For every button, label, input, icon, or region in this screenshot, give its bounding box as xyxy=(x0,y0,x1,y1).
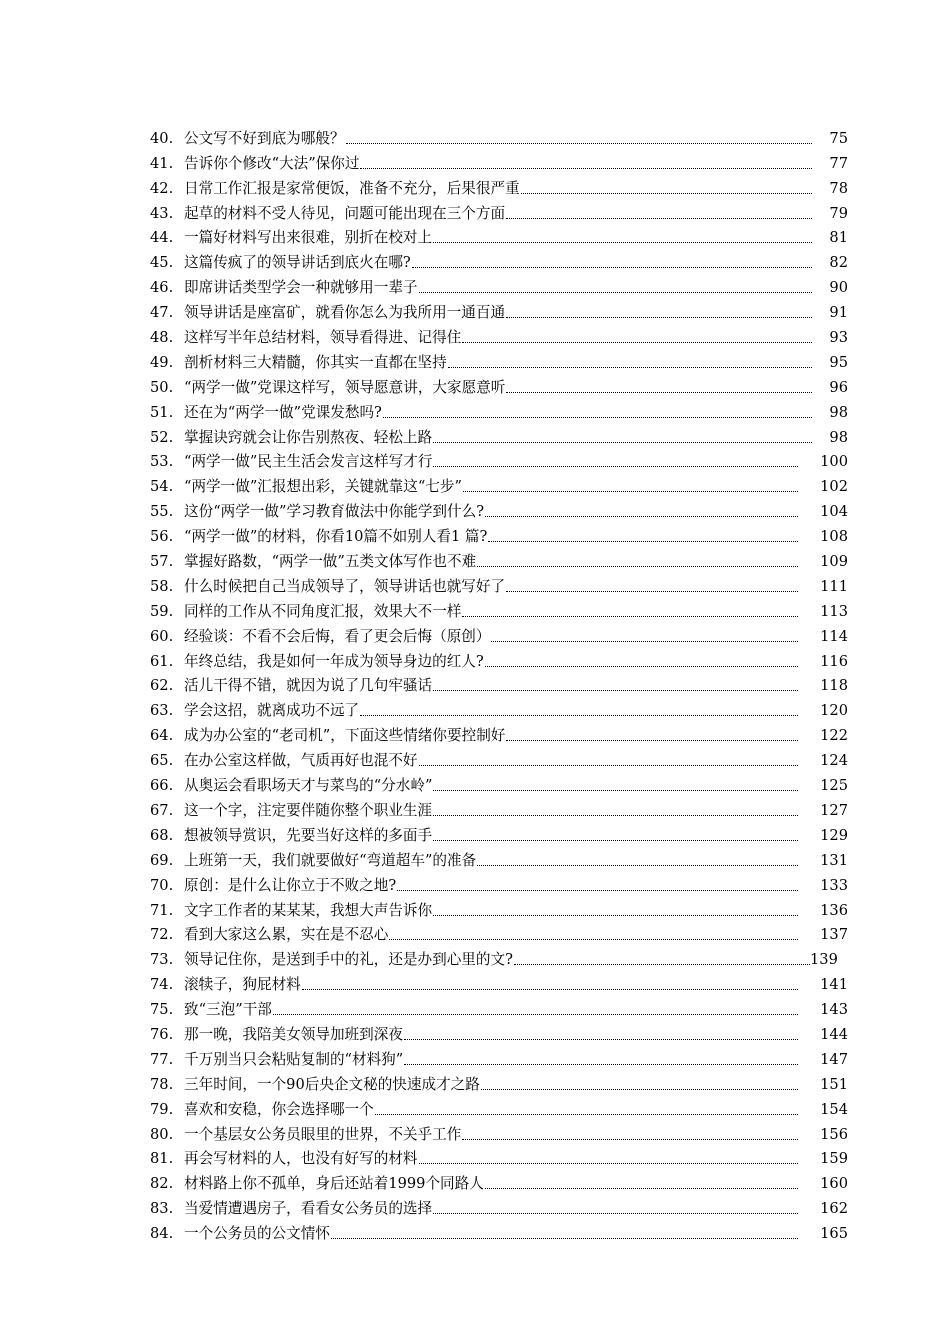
toc-entry-number: 49. xyxy=(150,353,174,371)
toc-entry-title: 成为办公室的“老司机”，下面这些情绪你要控制好 xyxy=(184,727,506,745)
toc-entry-page: 91 xyxy=(829,304,848,322)
toc-dot-leader xyxy=(506,740,798,741)
toc-entry-title: 一个公务员的公文情怀 xyxy=(184,1225,330,1243)
toc-entry-page: 81 xyxy=(829,229,848,247)
toc-entry[interactable] xyxy=(150,447,856,472)
toc-entry-number: 62. xyxy=(150,677,174,695)
toc-entry[interactable] xyxy=(150,123,856,148)
toc-entry-page: 154 xyxy=(820,1100,848,1118)
toc-entry-title: 一个基层女公务员眼里的世界，不关乎工作 xyxy=(184,1125,462,1143)
toc-entry[interactable] xyxy=(150,870,856,895)
toc-entry-title: 告诉你个修改“大法”保你过 xyxy=(184,154,360,172)
toc-entry-page: 141 xyxy=(820,976,848,994)
toc-entry-page: 156 xyxy=(820,1125,848,1143)
toc-dot-leader xyxy=(433,466,798,467)
toc-entry[interactable] xyxy=(150,521,856,546)
toc-entry-number: 51. xyxy=(150,403,174,421)
toc-dot-leader xyxy=(404,1064,798,1065)
toc-entry-number: 70. xyxy=(150,876,174,894)
toc-entry-number: 43. xyxy=(150,204,174,222)
toc-entry[interactable] xyxy=(150,1119,856,1144)
toc-entry[interactable] xyxy=(150,1044,856,1069)
toc-entry-number: 42. xyxy=(150,179,174,197)
toc-dot-leader xyxy=(433,815,798,816)
toc-entry-page: 82 xyxy=(829,254,848,272)
toc-dot-leader xyxy=(419,292,812,293)
toc-entry-page: 116 xyxy=(820,652,848,670)
toc-entry-title: 掌握好路数，“两学一做”五类文体写作也不难 xyxy=(184,553,477,571)
toc-entry-title: 一篇好材料写出来很难，别折在校对上 xyxy=(184,229,433,247)
toc-entry-page: 143 xyxy=(820,1001,848,1019)
toc-entry-page: 162 xyxy=(820,1200,848,1218)
toc-entry-title: 原创：是什么让你立于不败之地? xyxy=(184,876,397,894)
toc-entry-page: 102 xyxy=(820,478,848,496)
toc-entry-title: 材料路上你不孤单，身后还站着1999个同路人 xyxy=(184,1175,484,1193)
toc-entry-title: 文字工作者的某某某，我想大声告诉你 xyxy=(184,901,433,919)
toc-entry-page: 124 xyxy=(820,752,848,770)
toc-dot-leader xyxy=(485,1188,798,1189)
toc-entry-page: 159 xyxy=(820,1150,848,1168)
toc-entry-page: 78 xyxy=(829,179,848,197)
toc-entry-page: 100 xyxy=(820,453,848,471)
toc-dot-leader xyxy=(360,168,812,169)
toc-entry[interactable] xyxy=(150,223,856,248)
toc-entry-title: 致“三泡”干部 xyxy=(184,1001,272,1019)
toc-dot-leader xyxy=(433,442,812,443)
toc-dot-leader xyxy=(433,840,798,841)
toc-dot-leader xyxy=(412,267,812,268)
toc-entry-number: 68. xyxy=(150,826,174,844)
toc-entry[interactable] xyxy=(150,471,856,496)
toc-dot-leader xyxy=(389,939,798,940)
toc-entry[interactable] xyxy=(150,496,856,521)
toc-dot-leader xyxy=(360,715,798,716)
toc-dot-leader xyxy=(506,218,812,219)
toc-entry-page: 133 xyxy=(820,876,848,894)
toc-entry-title: 这份“两学一做”学习教育做法中你能学到什么? xyxy=(184,503,485,521)
toc-entry-page: 95 xyxy=(829,353,848,371)
toc-dot-leader xyxy=(463,491,798,492)
toc-entry-number: 54. xyxy=(150,478,174,496)
toc-entry[interactable] xyxy=(150,247,856,272)
toc-entry-page: 104 xyxy=(820,503,848,521)
toc-entry-number: 61. xyxy=(150,652,174,670)
toc-dot-leader xyxy=(477,865,798,866)
toc-entry[interactable] xyxy=(150,820,856,845)
toc-dot-leader xyxy=(433,242,812,243)
toc-dot-leader xyxy=(331,1238,798,1239)
toc-entry-page: 98 xyxy=(829,403,848,421)
toc-entry-number: 60. xyxy=(150,627,174,645)
toc-entry-title: 那一晚，我陪美女领导加班到深夜 xyxy=(184,1025,403,1043)
toc-dot-leader xyxy=(419,1163,798,1164)
toc-entry[interactable] xyxy=(150,297,856,322)
toc-entry[interactable] xyxy=(150,745,856,770)
toc-entry-title: 上班第一天，我们就要做好“弯道超车”的准备 xyxy=(184,851,477,869)
toc-entry[interactable] xyxy=(150,895,856,920)
toc-entry[interactable] xyxy=(150,671,856,696)
toc-entry-number: 44. xyxy=(150,229,174,247)
toc-entry-title: 学会这招，就离成功不远了 xyxy=(184,702,360,720)
toc-entry-title: 活儿干得不错，就因为说了几句牢骚话 xyxy=(184,677,433,695)
toc-entry-number: 79. xyxy=(150,1100,174,1118)
toc-entry-number: 83. xyxy=(150,1200,174,1218)
toc-entry[interactable] xyxy=(150,546,856,571)
toc-entry-title: “两学一做”民主生活会发言这样写才行 xyxy=(184,453,433,471)
toc-entry-number: 72. xyxy=(150,926,174,944)
toc-dot-leader xyxy=(462,616,798,617)
toc-entry[interactable] xyxy=(150,720,856,745)
toc-entry-title: 当爱情遭遇房子，看看女公务员的选择 xyxy=(184,1200,433,1218)
toc-entry[interactable] xyxy=(150,571,856,596)
toc-entry-number: 67. xyxy=(150,801,174,819)
toc-entry-title: 还在为“两学一做”党课发愁吗? xyxy=(184,403,382,421)
toc-dot-leader xyxy=(404,1039,798,1040)
toc-entry-number: 57. xyxy=(150,553,174,571)
toc-dot-leader xyxy=(485,516,798,517)
toc-dot-leader xyxy=(485,666,798,667)
toc-dot-leader xyxy=(506,392,812,393)
toc-dot-leader xyxy=(383,417,812,418)
toc-dot-leader xyxy=(488,541,798,542)
toc-dot-leader xyxy=(433,790,798,791)
toc-entry-title: 领导记住你，是送到手中的礼，还是办到心里的文? xyxy=(184,951,513,969)
toc-entry-number: 71. xyxy=(150,901,174,919)
toc-entry[interactable] xyxy=(150,1019,856,1044)
toc-dot-leader xyxy=(273,1014,798,1015)
toc-dot-leader xyxy=(346,143,812,144)
toc-entry-page: 79 xyxy=(829,204,848,222)
toc-entry[interactable] xyxy=(150,1168,856,1193)
toc-entry[interactable] xyxy=(150,148,856,173)
toc-entry[interactable] xyxy=(150,272,856,297)
toc-dot-leader xyxy=(419,765,798,766)
toc-entry-number: 69. xyxy=(150,851,174,869)
toc-entry-number: 84. xyxy=(150,1225,174,1243)
toc-entry-number: 45. xyxy=(150,254,174,272)
toc-dot-leader xyxy=(462,1139,798,1140)
toc-dot-leader xyxy=(302,989,798,990)
toc-entry-number: 41. xyxy=(150,154,174,172)
toc-entry-title: 喜欢和安稳，你会选择哪一个 xyxy=(184,1100,374,1118)
toc-entry-page: 114 xyxy=(820,627,848,645)
toc-entry[interactable] xyxy=(150,1218,856,1243)
toc-entry[interactable] xyxy=(150,969,856,994)
toc-entry-number: 53. xyxy=(150,453,174,471)
toc-entry-title: 从奥运会看职场天才与菜鸟的“分水岭” xyxy=(184,777,433,795)
toc-entry-page: 108 xyxy=(820,528,848,546)
toc-entry-title: 再会写材料的人，也没有好写的材料 xyxy=(184,1150,418,1168)
toc-entry-number: 50. xyxy=(150,378,174,396)
toc-dot-leader xyxy=(521,193,812,194)
toc-entry-title: 想被领导赏识，先要当好这样的多面手 xyxy=(184,826,433,844)
toc-entry-page: 127 xyxy=(820,801,848,819)
toc-entry-title: 什么时候把自己当成领导了，领导讲话也就写好了 xyxy=(184,577,506,595)
toc-entry[interactable] xyxy=(150,646,856,671)
toc-entry[interactable] xyxy=(150,944,856,969)
toc-entry[interactable] xyxy=(150,1193,856,1218)
toc-entry-title: 掌握诀窍就会让你告别熬夜、轻松上路 xyxy=(184,428,433,446)
toc-entry[interactable] xyxy=(150,1094,856,1119)
toc-entry[interactable] xyxy=(150,347,856,372)
toc-dot-leader xyxy=(375,1114,798,1115)
toc-dot-leader xyxy=(514,964,810,965)
toc-entry-title: 公文写不好到底为哪般？ xyxy=(184,129,345,147)
toc-dot-leader xyxy=(477,566,798,567)
toc-entry[interactable] xyxy=(150,621,856,646)
toc-entry-title: 日常工作汇报是家常便饭，准备不充分，后果很严重 xyxy=(184,179,520,197)
toc-entry-page: 98 xyxy=(829,428,848,446)
toc-entry-title: 起草的材料不受人待见，问题可能出现在三个方面 xyxy=(184,204,506,222)
toc-dot-leader xyxy=(506,317,812,318)
toc-entry-number: 66. xyxy=(150,777,174,795)
toc-entry[interactable] xyxy=(150,372,856,397)
toc-entry-page: 90 xyxy=(829,279,848,297)
toc-entry-page: 151 xyxy=(820,1075,848,1093)
toc-entry-page: 125 xyxy=(820,777,848,795)
toc-entry-number: 46. xyxy=(150,279,174,297)
toc-entry-number: 82. xyxy=(150,1175,174,1193)
toc-entry-page: 109 xyxy=(820,553,848,571)
toc-entry-page: 120 xyxy=(820,702,848,720)
toc-entry-title: 剖析材料三大精髓，你其实一直都在坚持 xyxy=(184,353,447,371)
toc-entry-page: 77 xyxy=(829,154,848,172)
toc-entry-number: 56. xyxy=(150,528,174,546)
toc-entry-page: 111 xyxy=(820,577,848,595)
toc-entry-title: 这篇传疯了的领导讲话到底火在哪? xyxy=(184,254,411,272)
toc-entry-number: 48. xyxy=(150,329,174,347)
toc-entry-number: 73. xyxy=(150,951,174,969)
toc-dot-leader xyxy=(433,915,798,916)
toc-entry-page: 131 xyxy=(820,851,848,869)
toc-entry-page: 144 xyxy=(820,1025,848,1043)
toc-entry-title: 看到大家这么累，实在是不忍心 xyxy=(184,926,389,944)
toc-entry-number: 65. xyxy=(150,752,174,770)
toc-dot-leader xyxy=(506,591,798,592)
toc-dot-leader xyxy=(462,342,812,343)
toc-dot-leader xyxy=(433,690,798,691)
toc-dot-leader xyxy=(433,1213,798,1214)
toc-entry-page: 93 xyxy=(829,329,848,347)
toc-entry-page: 160 xyxy=(820,1175,848,1193)
toc-entry-title: 滚犊子，狗屁材料 xyxy=(184,976,301,994)
toc-entry-page: 118 xyxy=(820,677,848,695)
toc-entry[interactable] xyxy=(150,397,856,422)
toc-entry[interactable] xyxy=(150,1144,856,1169)
toc-entry-title: “两学一做”的材料，你看10篇不如别人看1 篇? xyxy=(184,528,488,546)
toc-entry-page: 147 xyxy=(820,1050,848,1068)
toc-entry-page: 136 xyxy=(820,901,848,919)
toc-entry-page: 129 xyxy=(820,826,848,844)
toc-dot-leader xyxy=(491,641,798,642)
toc-entry-page: 139 xyxy=(810,951,838,969)
toc-entry[interactable] xyxy=(150,322,856,347)
toc-entry-number: 81. xyxy=(150,1150,174,1168)
toc-entry-page: 75 xyxy=(829,129,848,147)
toc-entry-number: 59. xyxy=(150,602,174,620)
toc-entry-page: 137 xyxy=(820,926,848,944)
toc-entry-title: 经验谈：不看不会后悔，看了更会后悔（原创） xyxy=(184,627,491,645)
toc-entry[interactable] xyxy=(150,596,856,621)
toc-entry-number: 52. xyxy=(150,428,174,446)
toc-entry-title: 即席讲话类型学会一种就够用一辈子 xyxy=(184,279,418,297)
toc-entry-page: 122 xyxy=(820,727,848,745)
toc-entry-number: 55. xyxy=(150,503,174,521)
toc-entry[interactable] xyxy=(150,920,856,945)
toc-entry-title: 领导讲话是座富矿，就看你怎么为我所用一通百通 xyxy=(184,304,506,322)
toc-dot-leader xyxy=(448,367,812,368)
toc-entry-page: 96 xyxy=(829,378,848,396)
toc-entry[interactable] xyxy=(150,695,856,720)
toc-entry-page: 165 xyxy=(820,1225,848,1243)
toc-entry[interactable] xyxy=(150,845,856,870)
toc-entry[interactable] xyxy=(150,770,856,795)
toc-entry-title: 三年时间，一个90后央企文秘的快速成才之路 xyxy=(184,1075,480,1093)
toc-entry-number: 74. xyxy=(150,976,174,994)
toc-entry[interactable] xyxy=(150,1069,856,1094)
toc-entry-number: 47. xyxy=(150,304,174,322)
toc-entry-number: 75. xyxy=(150,1001,174,1019)
toc-entry-title: “两学一做”党课这样写，领导愿意讲，大家愿意听 xyxy=(184,378,506,396)
toc-entry-number: 58. xyxy=(150,577,174,595)
toc-entry-number: 80. xyxy=(150,1125,174,1143)
toc-entry[interactable] xyxy=(150,422,856,447)
toc-dot-leader xyxy=(397,890,798,891)
toc-entry-number: 76. xyxy=(150,1025,174,1043)
table-of-contents xyxy=(150,123,856,1243)
toc-entry-title: 在办公室这样做，气质再好也混不好 xyxy=(184,752,418,770)
toc-entry[interactable] xyxy=(150,994,856,1019)
toc-entry-number: 64. xyxy=(150,727,174,745)
toc-entry-title: 千万别当只会粘贴复制的“材料狗” xyxy=(184,1050,404,1068)
toc-entry-title: “两学一做”汇报想出彩，关键就靠这“七步” xyxy=(184,478,462,496)
toc-entry-title: 这样写半年总结材料，领导看得进、记得住 xyxy=(184,329,462,347)
toc-entry[interactable] xyxy=(150,795,856,820)
toc-entry-number: 63. xyxy=(150,702,174,720)
toc-entry-number: 78. xyxy=(150,1075,174,1093)
toc-dot-leader xyxy=(481,1089,798,1090)
toc-entry-number: 40. xyxy=(150,129,174,147)
toc-entry[interactable] xyxy=(150,198,856,223)
toc-entry-title: 这一个字，注定要伴随你整个职业生涯 xyxy=(184,801,433,819)
toc-entry[interactable] xyxy=(150,173,856,198)
toc-entry-page: 113 xyxy=(820,602,848,620)
toc-entry-title: 同样的工作从不同角度汇报，效果大不一样 xyxy=(184,602,462,620)
toc-entry-number: 77. xyxy=(150,1050,174,1068)
toc-entry-title: 年终总结，我是如何一年成为领导身边的红人? xyxy=(184,652,484,670)
